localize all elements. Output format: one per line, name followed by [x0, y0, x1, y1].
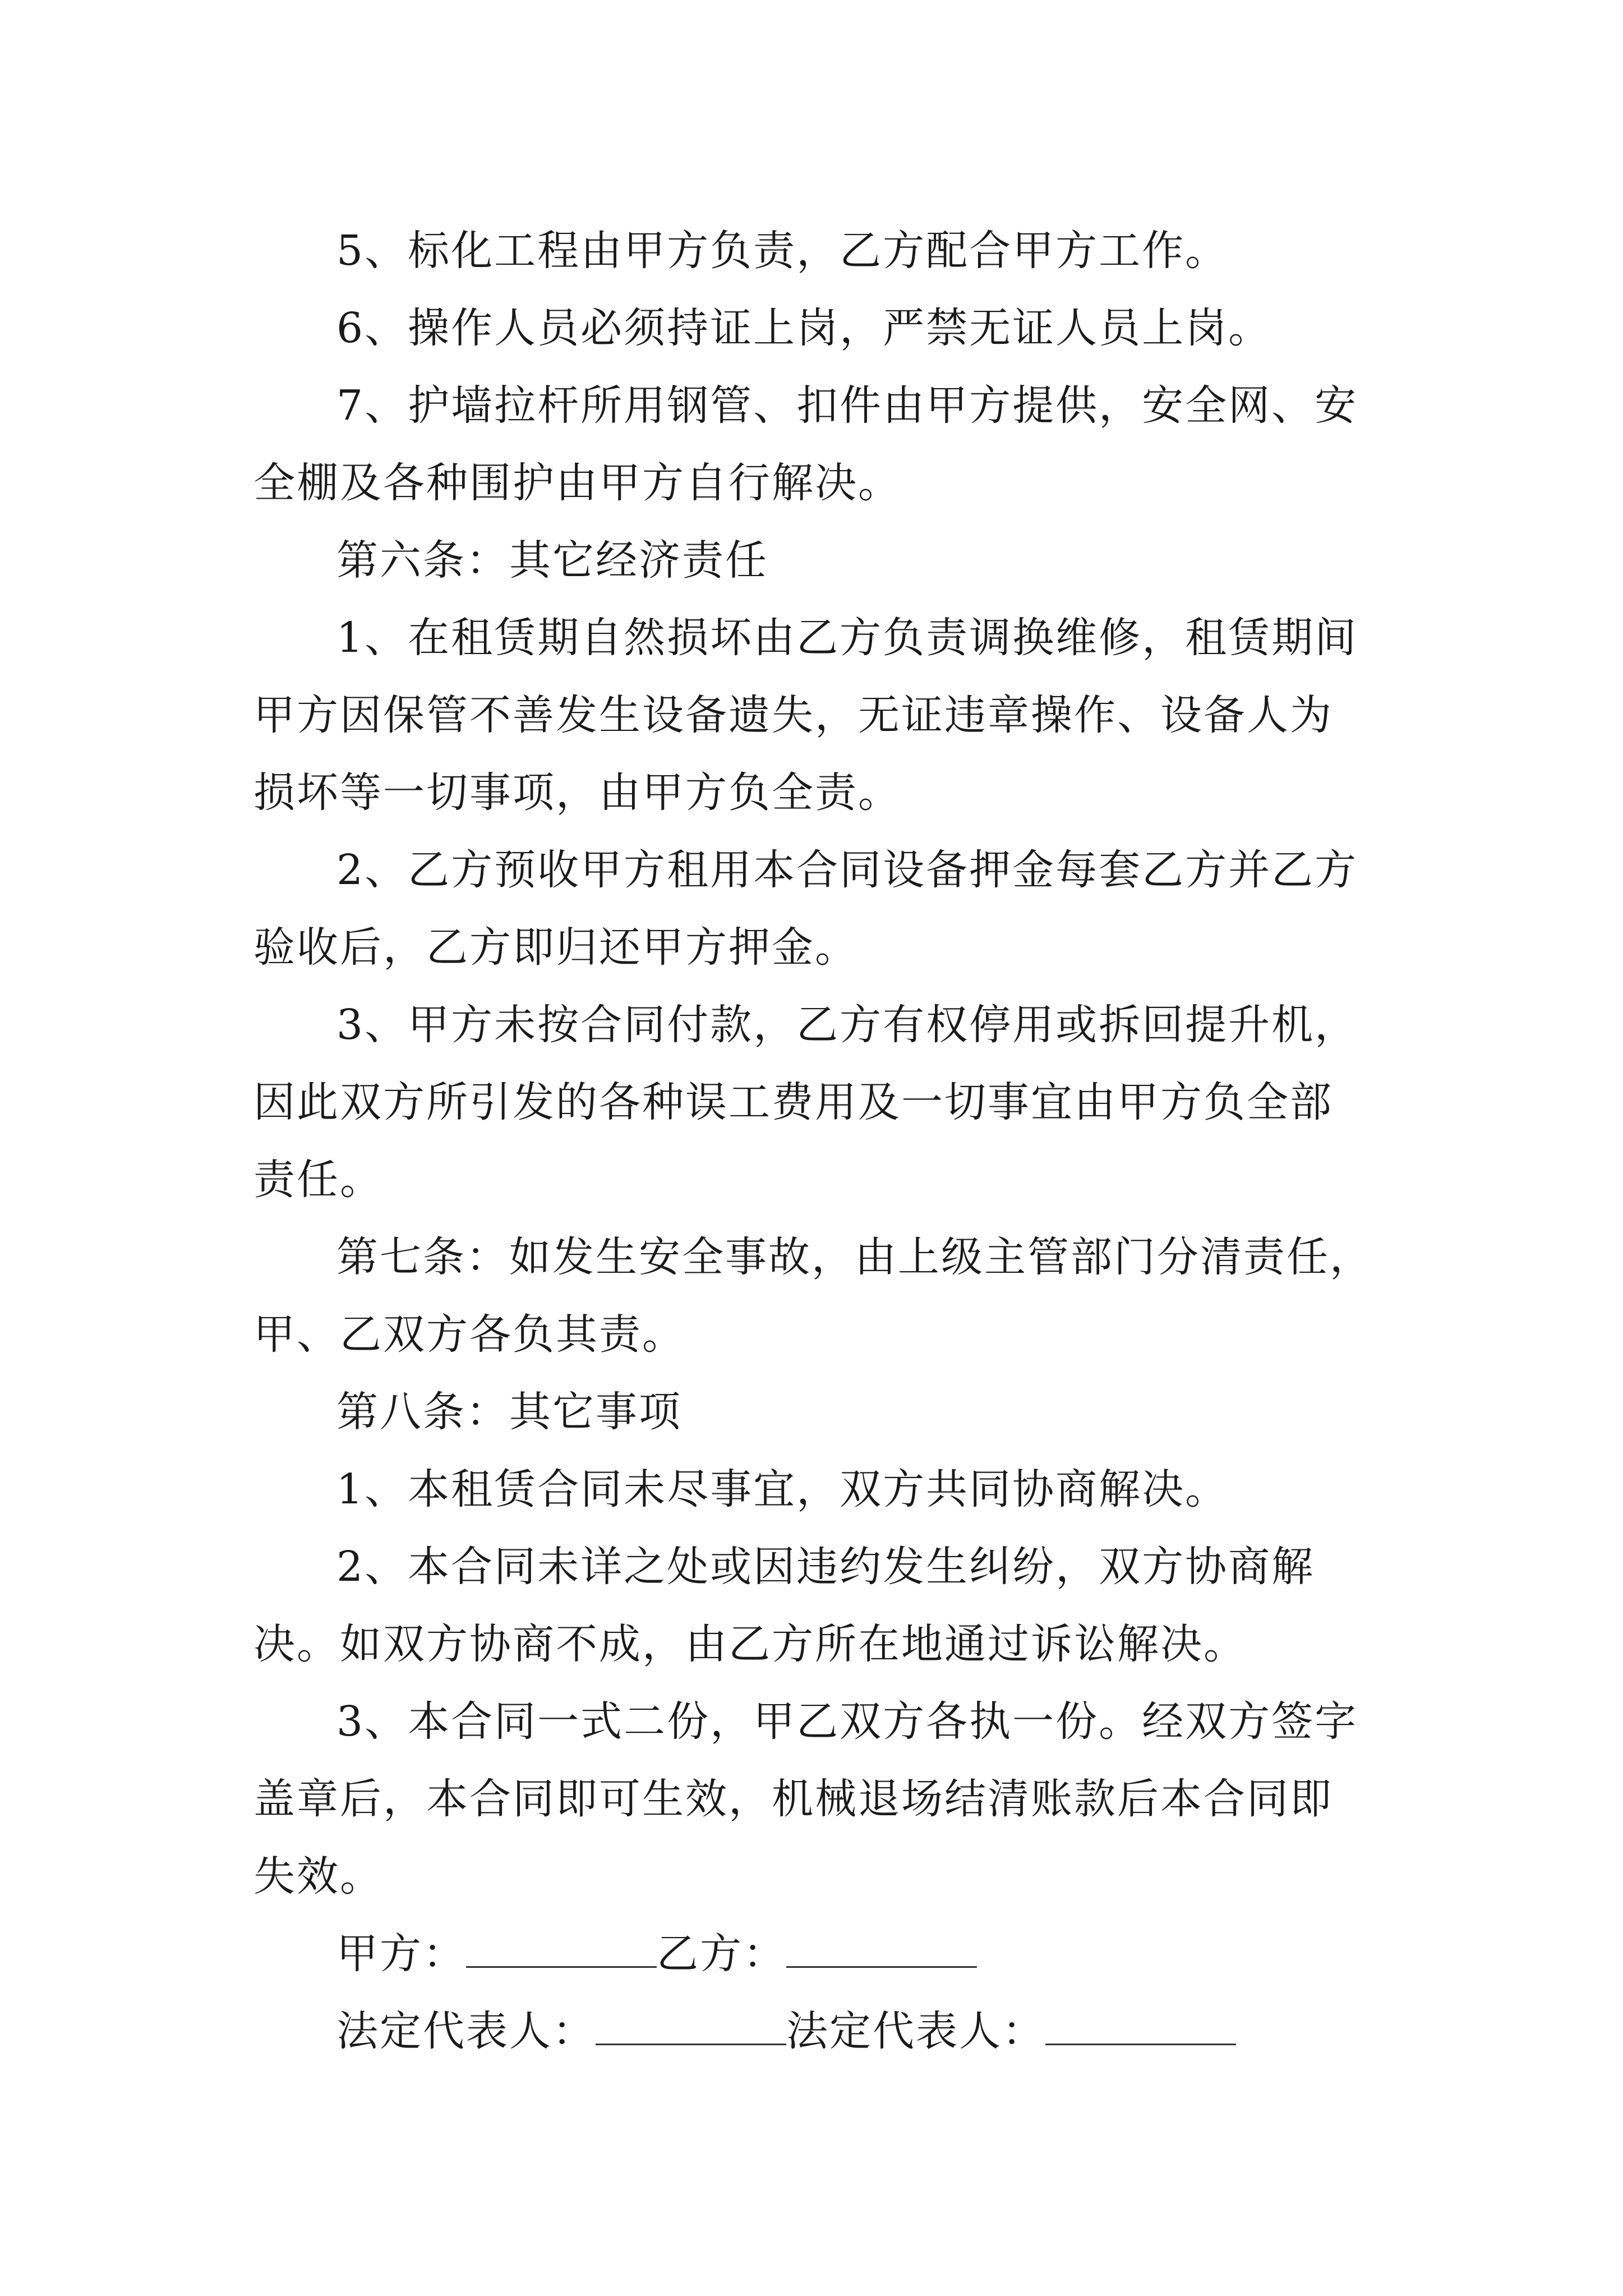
article-6-heading: 第六条：其它经济责任: [336, 536, 768, 585]
article-8-item-1: 1、本租赁合同未尽事宜，双方共同协商解决。: [336, 1465, 1229, 1513]
article-8-heading: 第八条：其它事项: [336, 1388, 682, 1436]
party-b-blank[interactable]: [786, 1927, 977, 1968]
article-7-paragraph: 第七条：如发生安全事故，由上级主管部门分清责任，甲、乙双方各负其责。: [253, 1233, 1373, 1359]
clause-6-paragraph: 6、操作人员必须持证上岗，严禁无证人员上岗。: [336, 304, 1272, 352]
article-6-item-1: 1、在租赁期自然损坏由乙方负责调换维修，租赁期间甲方因保管不善发生设备遗失，无证违章操作、设备人为损坏等一切事项，由甲方负全责。: [253, 614, 1358, 817]
contract-body: [253, 212, 1375, 2070]
rep-b-blank[interactable]: [1045, 2004, 1236, 2045]
article-6-item-3: 3、甲方未按合同付款，乙方有权停用或拆回提升机，因此双方所引发的各种误工费用及一切事宜由甲方负全部责任。: [253, 1001, 1358, 1204]
article-6-item-2: 2、乙方预收甲方租用本合同设备押金每套乙方并乙方验收后，乙方即归还甲方押金。: [253, 846, 1358, 972]
article-8-item-3: 3、本合同一式二份，甲乙双方各执一份。经双方签字盖章后，本合同即可生效，机械退场结清账款后本合同即失效。: [253, 1697, 1358, 1901]
rep-b-label: 法定代表人：: [786, 2007, 1045, 2055]
representative-signature-line: [253, 1993, 1375, 2070]
article-8-item-2: 2、本合同未详之处或因违约发生纠纷，双方协商解决。如双方协商不成，由乙方所在地通过诉讼解决。: [253, 1543, 1315, 1668]
party-a-blank[interactable]: [466, 1927, 657, 1968]
party-a-label: 甲方：: [336, 1930, 466, 1978]
party-b-label: 乙方：: [657, 1930, 786, 1978]
clause-7-paragraph: 7、护墙拉杆所用钢管、扣件由甲方提供，安全网、安全棚及各种围护由甲方自行解决。: [253, 381, 1358, 507]
clause-5-paragraph: 5、标化工程由甲方负责，乙方配合甲方工作。: [336, 227, 1229, 275]
rep-a-blank[interactable]: [596, 2004, 786, 2045]
rep-a-label: 法定代表人：: [336, 2007, 596, 2055]
party-signature-line: [253, 1915, 1375, 1993]
